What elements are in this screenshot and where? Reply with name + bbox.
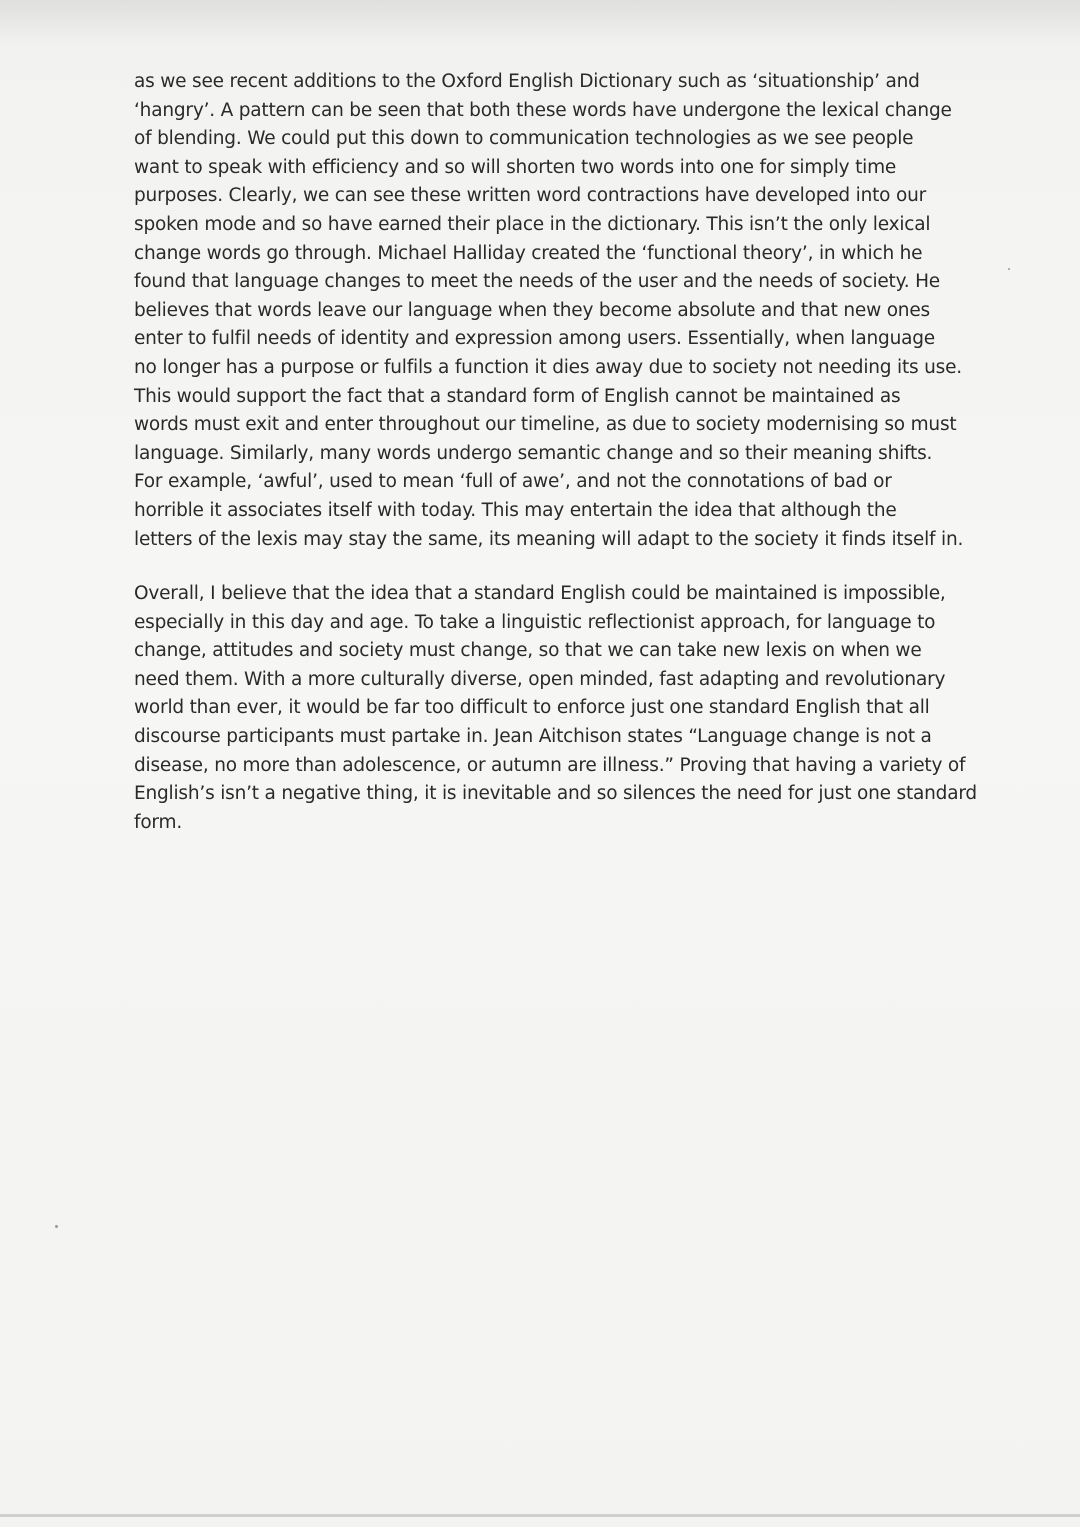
- text-line: no longer has a purpose or fulfils a function it dies away due to society not needing its use.: [134, 356, 962, 378]
- text-line: especially in this day and age. To take a linguistic reflectionist approach, for language to: [134, 611, 936, 633]
- text-line: For example, ‘awful’, used to mean ‘full of awe’, and not the connotations of bad or: [134, 471, 892, 493]
- text-line: horrible it associates itself with today. This may entertain the idea that although the: [134, 499, 897, 521]
- paragraph-conclusion: [134, 580, 977, 837]
- text-line: enter to fulfil needs of identity and expression among users. Essentially, when language: [134, 328, 935, 350]
- text-line: believes that words leave our language when they become absolute and that new ones: [134, 299, 930, 321]
- scan-edge-bottom: [0, 1514, 1080, 1517]
- text-line: spoken mode and so have earned their place in the dictionary. This isn’t the only lexical: [134, 213, 931, 235]
- scan-shadow-top: [0, 0, 1080, 46]
- scan-speck: [55, 1225, 58, 1228]
- text-line: world than ever, it would be far too difficult to enforce just one standard English that all: [134, 697, 930, 719]
- text-line: words must exit and enter throughout our timeline, as due to society modernising so must: [134, 414, 957, 436]
- scan-speck: [1008, 268, 1010, 270]
- text-line: letters of the lexis may stay the same, its meaning will adapt to the society it finds itself in.: [134, 528, 964, 550]
- text-line: want to speak with efficiency and so will shorten two words into one for simply time: [134, 156, 897, 178]
- text-line: found that language changes to meet the needs of the user and the needs of society. He: [134, 271, 940, 293]
- text-line: need them. With a more culturally diverse, open minded, fast adapting and revolutionary: [134, 668, 946, 690]
- text-line: change, attitudes and society must change, so that we can take new lexis on when we: [134, 640, 922, 662]
- text-line: language. Similarly, many words undergo semantic change and so their meaning shifts.: [134, 442, 933, 464]
- text-line: discourse participants must partake in. Jean Aitchison states “Language change is not a: [134, 725, 932, 747]
- text-line: ‘hangry’. A pattern can be seen that both these words have undergone the lexical change: [134, 99, 952, 121]
- text-line: as we see recent additions to the Oxford English Dictionary such as ‘situationship’ and: [134, 71, 920, 92]
- text-line: purposes. Clearly, we can see these written word contractions have developed into our: [134, 185, 927, 207]
- text-line: Overall, I believe that the idea that a standard English could be maintained is impossible,: [134, 583, 946, 604]
- text-line: form.: [134, 811, 183, 833]
- text-line: disease, no more than adolescence, or autumn are illness.” Proving that having a variety of: [134, 754, 966, 776]
- paragraph-body: [134, 68, 964, 554]
- text-line: of blending. We could put this down to communication technologies as we see people: [134, 128, 914, 150]
- text-line: English’s isn’t a negative thing, it is inevitable and so silences the need for just one standard: [134, 783, 977, 805]
- text-line: change words go through. Michael Halliday created the ‘functional theory’, in which he: [134, 242, 923, 264]
- text-line: This would support the fact that a standard form of English cannot be maintained as: [134, 385, 901, 407]
